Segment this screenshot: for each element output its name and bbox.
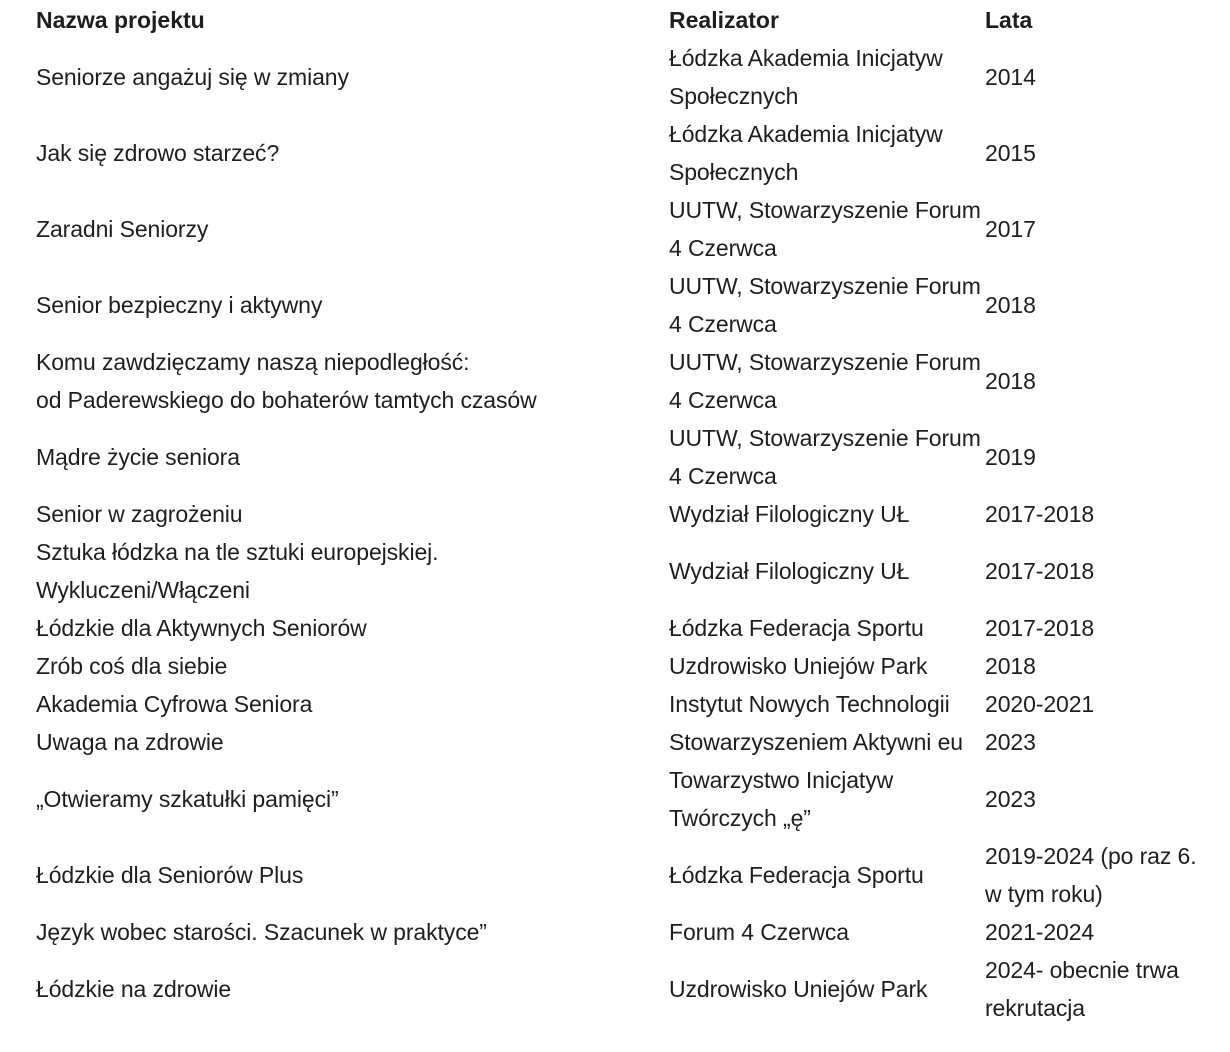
project-name-cell: Łódzkie dla Aktywnych Seniorów (36, 615, 367, 641)
table-row (36, 609, 1206, 647)
implementer-cell: Instytut Nowych Technologii (669, 691, 950, 717)
table-row (36, 723, 1206, 761)
table-row (36, 533, 1206, 609)
implementer-cell: Łódzka Federacja Sportu (669, 862, 924, 888)
years-cell: 2021-2024 (985, 919, 1095, 945)
table-row (36, 951, 1206, 1027)
years-cell: 2015 (985, 140, 1036, 166)
years-cell: 2018 (985, 368, 1036, 394)
project-name-cell: „Otwieramy szkatułki pamięci” (36, 786, 339, 812)
project-name-cell: Komu zawdzięczamy naszą niepodległość: od Paderewskiego do bohaterów tamtych czasów (36, 349, 537, 413)
implementer-cell: Uzdrowisko Uniejów Park (669, 976, 928, 1002)
table-row (36, 495, 1206, 533)
years-cell: 2017 (985, 216, 1036, 242)
table-row (36, 761, 1206, 837)
project-name-cell: Senior w zagrożeniu (36, 501, 243, 527)
projects-table (36, 1, 1206, 1027)
table-header-row (36, 1, 1206, 39)
column-header-years: Lata (985, 7, 1033, 33)
years-cell: 2020-2021 (985, 691, 1095, 717)
implementer-cell: Wydział Filologiczny UŁ (669, 501, 910, 527)
project-name-cell: Akademia Cyfrowa Seniora (36, 691, 313, 717)
years-cell: 2017-2018 (985, 558, 1095, 584)
table-row (36, 419, 1206, 495)
table-row (36, 39, 1206, 115)
years-cell: 2024- obecnie trwa rekrutacja (985, 957, 1179, 1021)
project-name-cell: Seniorze angażuj się w zmiany (36, 64, 349, 90)
years-cell: 2017-2018 (985, 501, 1095, 527)
table-row (36, 191, 1206, 267)
project-name-cell: Język wobec starości. Szacunek w praktyce” (36, 919, 487, 945)
column-header-name: Nazwa projektu (36, 7, 205, 33)
project-name-cell: Zaradni Seniorzy (36, 216, 209, 242)
years-cell: 2019 (985, 444, 1036, 470)
years-cell: 2017-2018 (985, 615, 1095, 641)
implementer-cell: UUTW, Stowarzyszenie Forum 4 Czerwca (669, 425, 981, 489)
implementer-cell: UUTW, Stowarzyszenie Forum 4 Czerwca (669, 273, 981, 337)
years-cell: 2018 (985, 292, 1036, 318)
implementer-cell: UUTW, Stowarzyszenie Forum 4 Czerwca (669, 197, 981, 261)
project-name-cell: Łódzkie na zdrowie (36, 976, 232, 1002)
years-cell: 2019-2024 (po raz 6. w tym roku) (985, 843, 1197, 907)
implementer-cell: Łódzka Federacja Sportu (669, 615, 924, 641)
project-name-cell: Jak się zdrowo starzeć? (36, 140, 280, 166)
table-row (36, 685, 1206, 723)
project-name-cell: Łódzkie dla Seniorów Plus (36, 862, 304, 888)
implementer-cell: Łódzka Akademia Inicjatyw Społecznych (669, 121, 943, 185)
project-name-cell: Zrób coś dla siebie (36, 653, 228, 679)
project-name-cell: Uwaga na zdrowie (36, 729, 224, 755)
implementer-cell: UUTW, Stowarzyszenie Forum 4 Czerwca (669, 349, 981, 413)
implementer-cell: Towarzystwo Inicjatyw Twórczych „ę” (669, 767, 894, 831)
table-row (36, 115, 1206, 191)
implementer-cell: Łódzka Akademia Inicjatyw Społecznych (669, 45, 943, 109)
table-row (36, 837, 1206, 913)
years-cell: 2018 (985, 653, 1036, 679)
implementer-cell: Wydział Filologiczny UŁ (669, 558, 910, 584)
table-row (36, 343, 1206, 419)
project-name-cell: Senior bezpieczny i aktywny (36, 292, 323, 318)
project-name-cell: Sztuka łódzka na tle sztuki europejskiej. Wykluczeni/Włączeni (36, 539, 439, 603)
project-name-cell: Mądre życie seniora (36, 444, 240, 470)
years-cell: 2023 (985, 729, 1036, 755)
implementer-cell: Forum 4 Czerwca (669, 919, 849, 945)
years-cell: 2023 (985, 786, 1036, 812)
column-header-implementer: Realizator (669, 7, 779, 33)
years-cell: 2014 (985, 64, 1036, 90)
implementer-cell: Stowarzyszeniem Aktywni eu (669, 729, 963, 755)
implementer-cell: Uzdrowisko Uniejów Park (669, 653, 928, 679)
table-row (36, 647, 1206, 685)
table-row (36, 913, 1206, 951)
table-row (36, 267, 1206, 343)
